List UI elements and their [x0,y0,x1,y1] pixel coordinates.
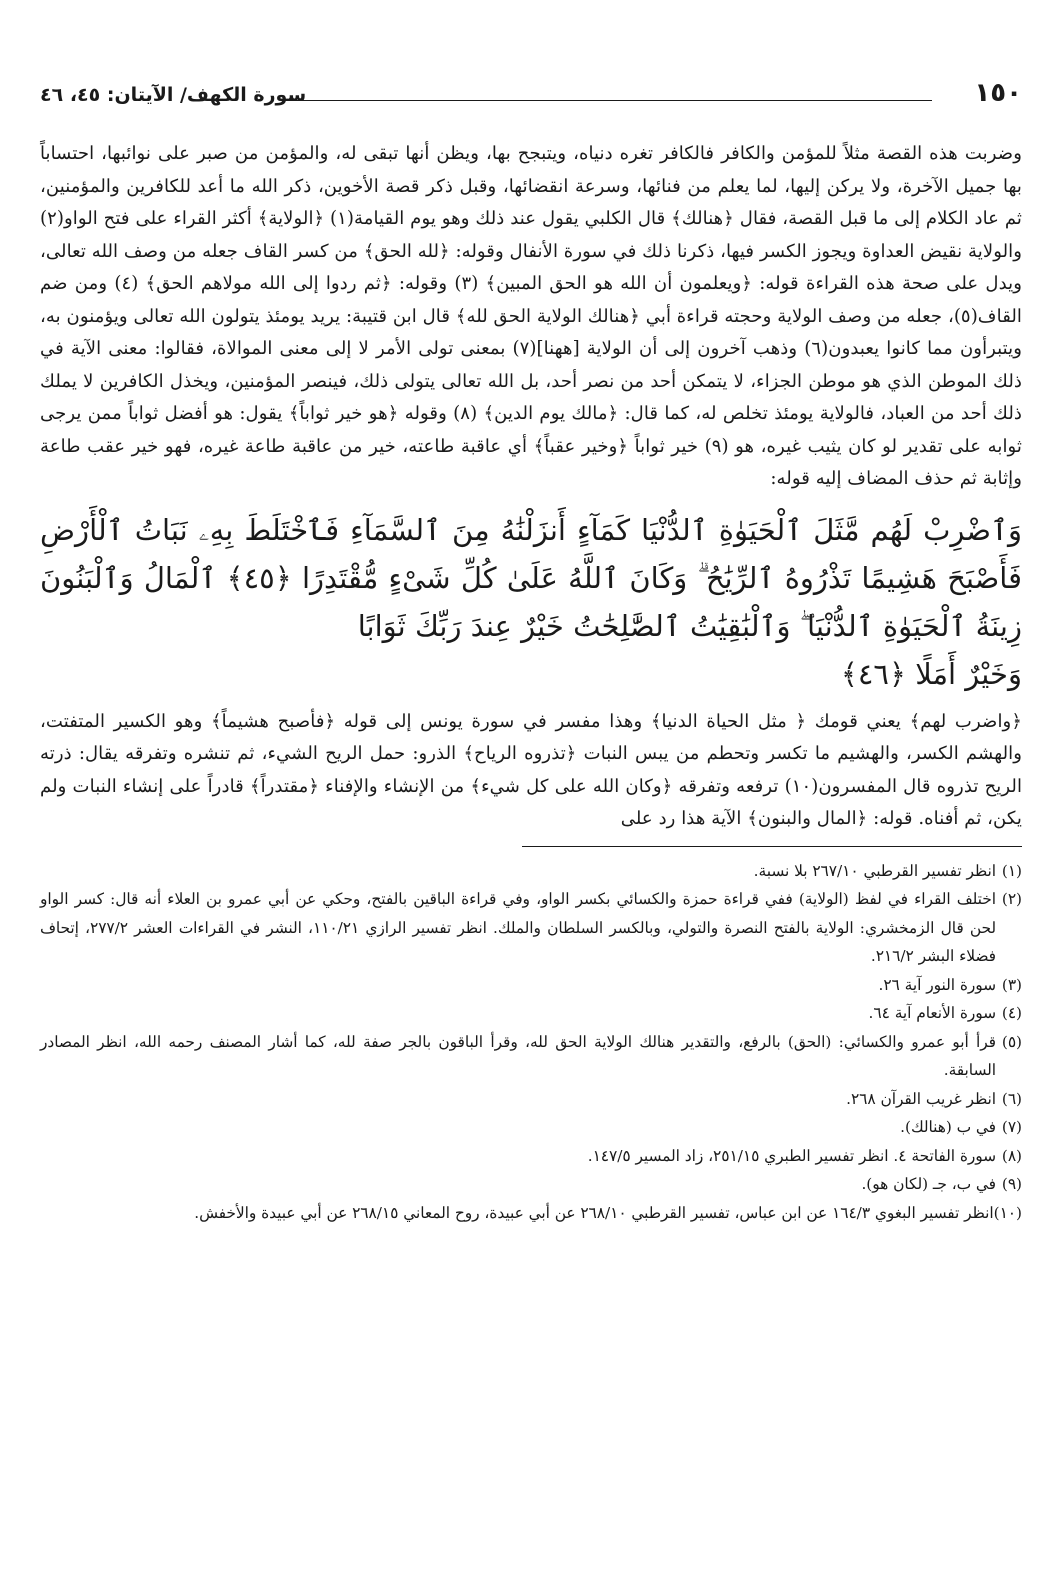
commentary-paragraph: وضربت هذه القصة مثلاً للمؤمن والكافر فالكافر تغره دنياه، ويتبجح بها، ويظن أنها تبقى له، والمؤمن من صبر على نوائبها، احتساباً بها جميل الآخرة، ولا يركن إليها، لما يعلم من فنائها، وسرعة انقضائها، وقبل ذكر قصة الأخوين، ذكر الله ما أعد للكافرين والمؤمنين، ثم عاد الكلام إلى ما قبل القصة، فقال ﴿هنالك﴾ قال الكلبي يقول عند ذلك وهو يوم القيامة(١) ﴿الولاية﴾ أكثر القراء على فتح الواو(٢) والولاية نقيض العداوة ويجوز الكسر فيها، ذكرنا ذلك في سورة الأنفال وقوله: ﴿لله الحق﴾ من كسر القاف جعله من وصف الله تعالى، ويدل على صحة هذه القراءة قوله: ﴿ويعلمون أن الله هو الحق المبين﴾ (٣) وقوله: ﴿ثم ردوا إلى الله مولاهم الحق﴾ (٤) ومن ضم القاف(٥)، جعله من وصف الولاية وحجته قراءة أبي ﴿هنالك الولاية الحق لله﴾ قال ابن قتيبة: يريد يومئذ يتولون الله تعالى ويؤمنون به، ويتبرأون مما كانوا يعبدون(٦) وذهب آخرون إلى أن الولاية [ههنا](٧) بمعنى تولى الأمر لا إلى معنى الموالاة، فقالوا: معنى الآية في ذلك الموطن الذي هو موطن الجزاء، لا يتمكن أحد من نصر أحد، بل الله تعالى يتولى ذلك، فينصر المؤمنين، ويخذل الكافرين لا يملك ذلك أحد من العباد، فالولاية يومئذ تخلص له، كما قال: ﴿مالك يوم الدين﴾ (٨) وقوله ﴿هو خير ثواباً﴾ يقول: هو أفضل ثواباً ممن يرجى ثوابه على تقدير لو كان يثيب غيره، هو (٩) خير ثواباً ﴿وخير عقباً﴾ أي عاقبة طاعته، خير من عاقبة طاعة غيره، فهو خير عقب طاعة وإثابة ثم حذف المضاف إليه قوله: [40,143,1023,489]
footnote-text: في ب (هنالك). [900,1118,996,1136]
footnote-text: اختلف القراء في لفظ (الولاية) ففي قراءة حمزة والكسائي بكسر الواو، وفي قراءة الباقين بالفتح، وحكي عن أبي عمرو بن العلاء أنه قال: كسر الواو لحن قال الزمخشري: الولاية بالفتح النصرة والتولي، وبالكسر السلطان والملك. انظر تفسير الرازي ١١٠/٢١، النشر في القراءات العشر ٢٧٧/٢، إتحاف فضلاء البشر ٢١٦/٢. [40,890,997,965]
footnote-number: (٦) [1001,1089,1022,1108]
footnote [40,1028,1022,1085]
footnote-text: في ب، جـ (لكان هو). [861,1175,996,1193]
footnote [40,885,1022,971]
footnote [40,1085,1022,1114]
page-number: ١٥٠ [974,78,1022,108]
running-title: سورة الكهف/ الآيتان: ٤٥، ٤٦ [40,84,307,106]
footnote-text: سورة الفاتحة ٤. انظر تفسير الطبري ٢٥١/١٥، زاد المسير ١٤٧/٥. [587,1146,996,1165]
footnote-text: سورة الأنعام آية ٦٤. [868,1004,996,1022]
header-rule [290,100,932,101]
footnote-text: قرأ أبو عمرو والكسائي: (الحق) بالرفع، والتقدير هنالك الولاية الحق لله، وقرأ الباقون بالجر صفة لله، كما أشار المصنف رحمه الله، انظر المصادر السابقة. [40,1032,996,1079]
footnote [40,971,1022,1000]
footnote [40,1113,1022,1142]
footnote-number: (٤) [1001,1004,1022,1022]
footnote-number: (١) [1001,861,1022,880]
footnote [40,1142,1022,1171]
quran-verse-46-end: وَخَيْرٌ أَمَلًا ﴿٤٦﴾ [840,656,1022,691]
commentary-body [40,138,1022,836]
quran-verses [40,506,1022,698]
footnote [40,1170,1022,1199]
footnote-text: انظر غريب القرآن ٢٦٨. [846,1089,996,1108]
book-page [40,78,1022,1558]
footnote-text: انظر تفسير البغوي ١٦٤/٣ عن ابن عباس، تفسير القرطبي ٢٦٨/١٠ عن أبي عبيدة، روح المعاني ٢٦٨/١٥ عن أبي عبيدة والأخفش. [194,1203,994,1222]
footnote-number: (٣) [1001,975,1022,994]
footnote [40,857,1022,886]
footnote-text: انظر تفسير القرطبي ٢٦٧/١٠ بلا نسبة. [753,861,996,880]
footnote-number: (٨) [1001,1146,1022,1165]
footnote [40,1199,1022,1228]
quran-verse-45-46: وَٱضْرِبْ لَهُم مَّثَلَ ٱلْحَيَوٰةِ ٱلدُّنْيَا كَمَآءٍ أَنزَلْنَٰهُ مِنَ ٱلسَّمَآءِ فَٱخْتَلَطَ بِهِۦ نَبَاتُ ٱلْأَرْضِ فَأَصْبَحَ هَشِيمًا تَذْرُوهُ ٱلرِّيَٰحُ ۗ وَكَانَ ٱللَّهُ عَلَىٰ كُلِّ شَىْءٍ مُّقْتَدِرًا ﴿٤٥﴾ ٱلْمَالُ وَٱلْبَنُونَ زِينَةُ ٱلْحَيَوٰةِ ٱلدُّنْيَا ۖ وَٱلْبَٰقِيَٰتُ ٱلصَّٰلِحَٰتُ خَيْرٌ عِندَ رَبِّكَ ثَوَابًا [40,512,1022,643]
footnote-number: (٥) [1001,1032,1022,1051]
footnote-number: (٧) [1001,1118,1022,1136]
footnote [40,999,1022,1028]
footnote-rule [522,846,1022,847]
page-header [40,78,1022,114]
footnote-text: سورة النور آية ٢٦. [878,975,996,994]
commentary-paragraph-2: ﴿واضرب لهم﴾ يعني قومك ﴿ مثل الحياة الدنيا﴾ وهذا مفسر في سورة يونس إلى قوله ﴿فأصبح هشيماً﴾ وهو الكسير المتفتت، والهشم الكسر، والهشيم ما تكسر وتحطم من يبس النبات ﴿تذروه الرياح﴾ الذرو: حمل الريح الشيء، ثم تنشره وتفرقه يقال: ذرته الريح تذروه قال المفسرون(١٠) ترفعه وتفرقه ﴿وكان الله على كل شيء﴾ من الإنشاء والإفناء ﴿مقتدراً﴾ قادراً على إنشاء النبات ولم يكن، ثم أفناه. قوله: ﴿المال والبنون﴾ الآية هذا رد على [40,710,1022,829]
footnote-number: (١٠) [993,1203,1022,1222]
footnote-number: (٩) [1001,1175,1022,1193]
footnote-number: (٢) [1001,890,1022,908]
footnotes [40,857,1022,1228]
